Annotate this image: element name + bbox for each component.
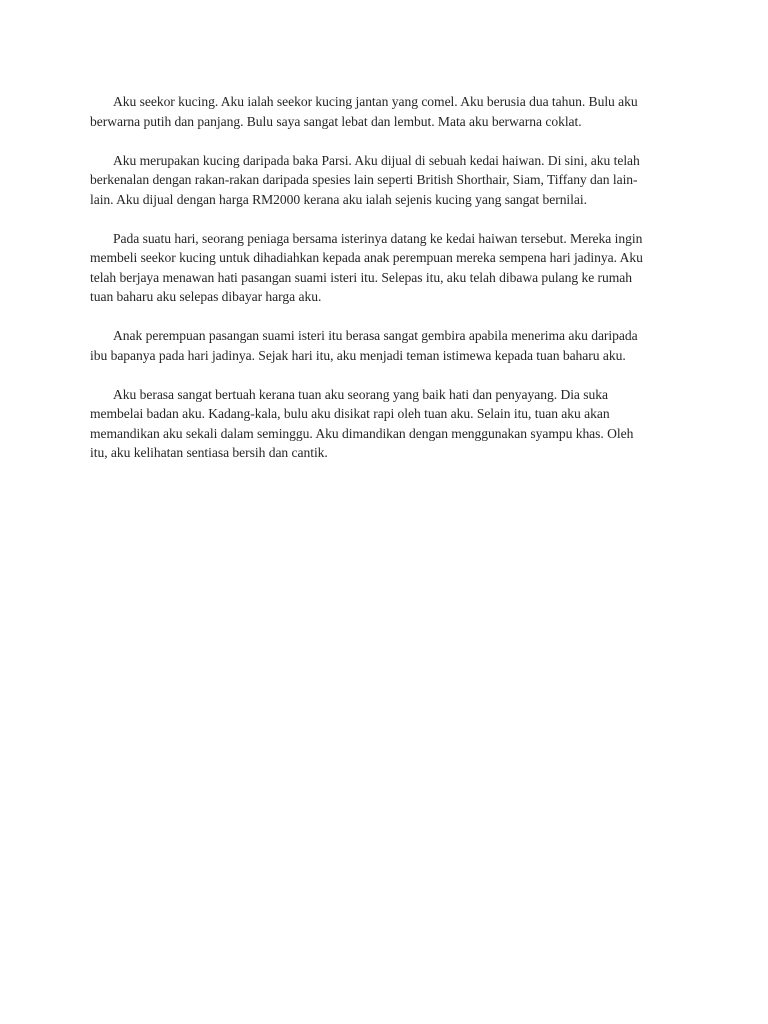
paragraph: Anak perempuan pasangan suami isteri itu berasa sangat gembira apabila menerima aku daripada ibu bapanya pada hari jadinya. Sejak hari itu, aku menjadi teman istimewa kepada tuan baharu aku. xyxy=(90,328,638,363)
paragraph: Aku seekor kucing. Aku ialah seekor kucing jantan yang comel. Aku berusia dua tahun. Bulu aku berwarna putih dan panjang. Bulu saya sangat lebat dan lembut. Mata aku berwarna coklat. xyxy=(90,94,638,129)
document-body xyxy=(90,92,650,482)
paragraph: Aku berasa sangat bertuah kerana tuan aku seorang yang baik hati dan penyayang. Dia suka membelai badan aku. Kadang-kala, bulu aku disikat rapi oleh tuan aku. Selain itu, tuan aku akan memandikan aku sekali dalam seminggu. Aku dimandikan dengan menggunakan syampu khas. Oleh itu, aku kelihatan sentiasa bersih dan cantik. xyxy=(90,386,634,460)
paragraph: Aku merupakan kucing daripada baka Parsi. Aku dijual di sebuah kedai haiwan. Di sini, aku telah berkenalan dengan rakan-rakan daripada spesies lain seperti British Shorthair, Siam, Tiffany dan lain-lain. Aku dijual dengan harga RM2000 kerana aku ialah sejenis kucing yang sangat bernilai. xyxy=(90,152,640,207)
paragraph: Pada suatu hari, seorang peniaga bersama isterinya datang ke kedai haiwan tersebut. Mereka ingin membeli seekor kucing untuk dihadiahkan kepada anak perempuan mereka sempena hari jadinya. Aku telah berjaya menawan hati pasangan suami isteri itu. Selepas itu, aku telah dibawa pulang ke rumah tuan baharu aku selepas dibayar harga aku. xyxy=(90,230,643,304)
